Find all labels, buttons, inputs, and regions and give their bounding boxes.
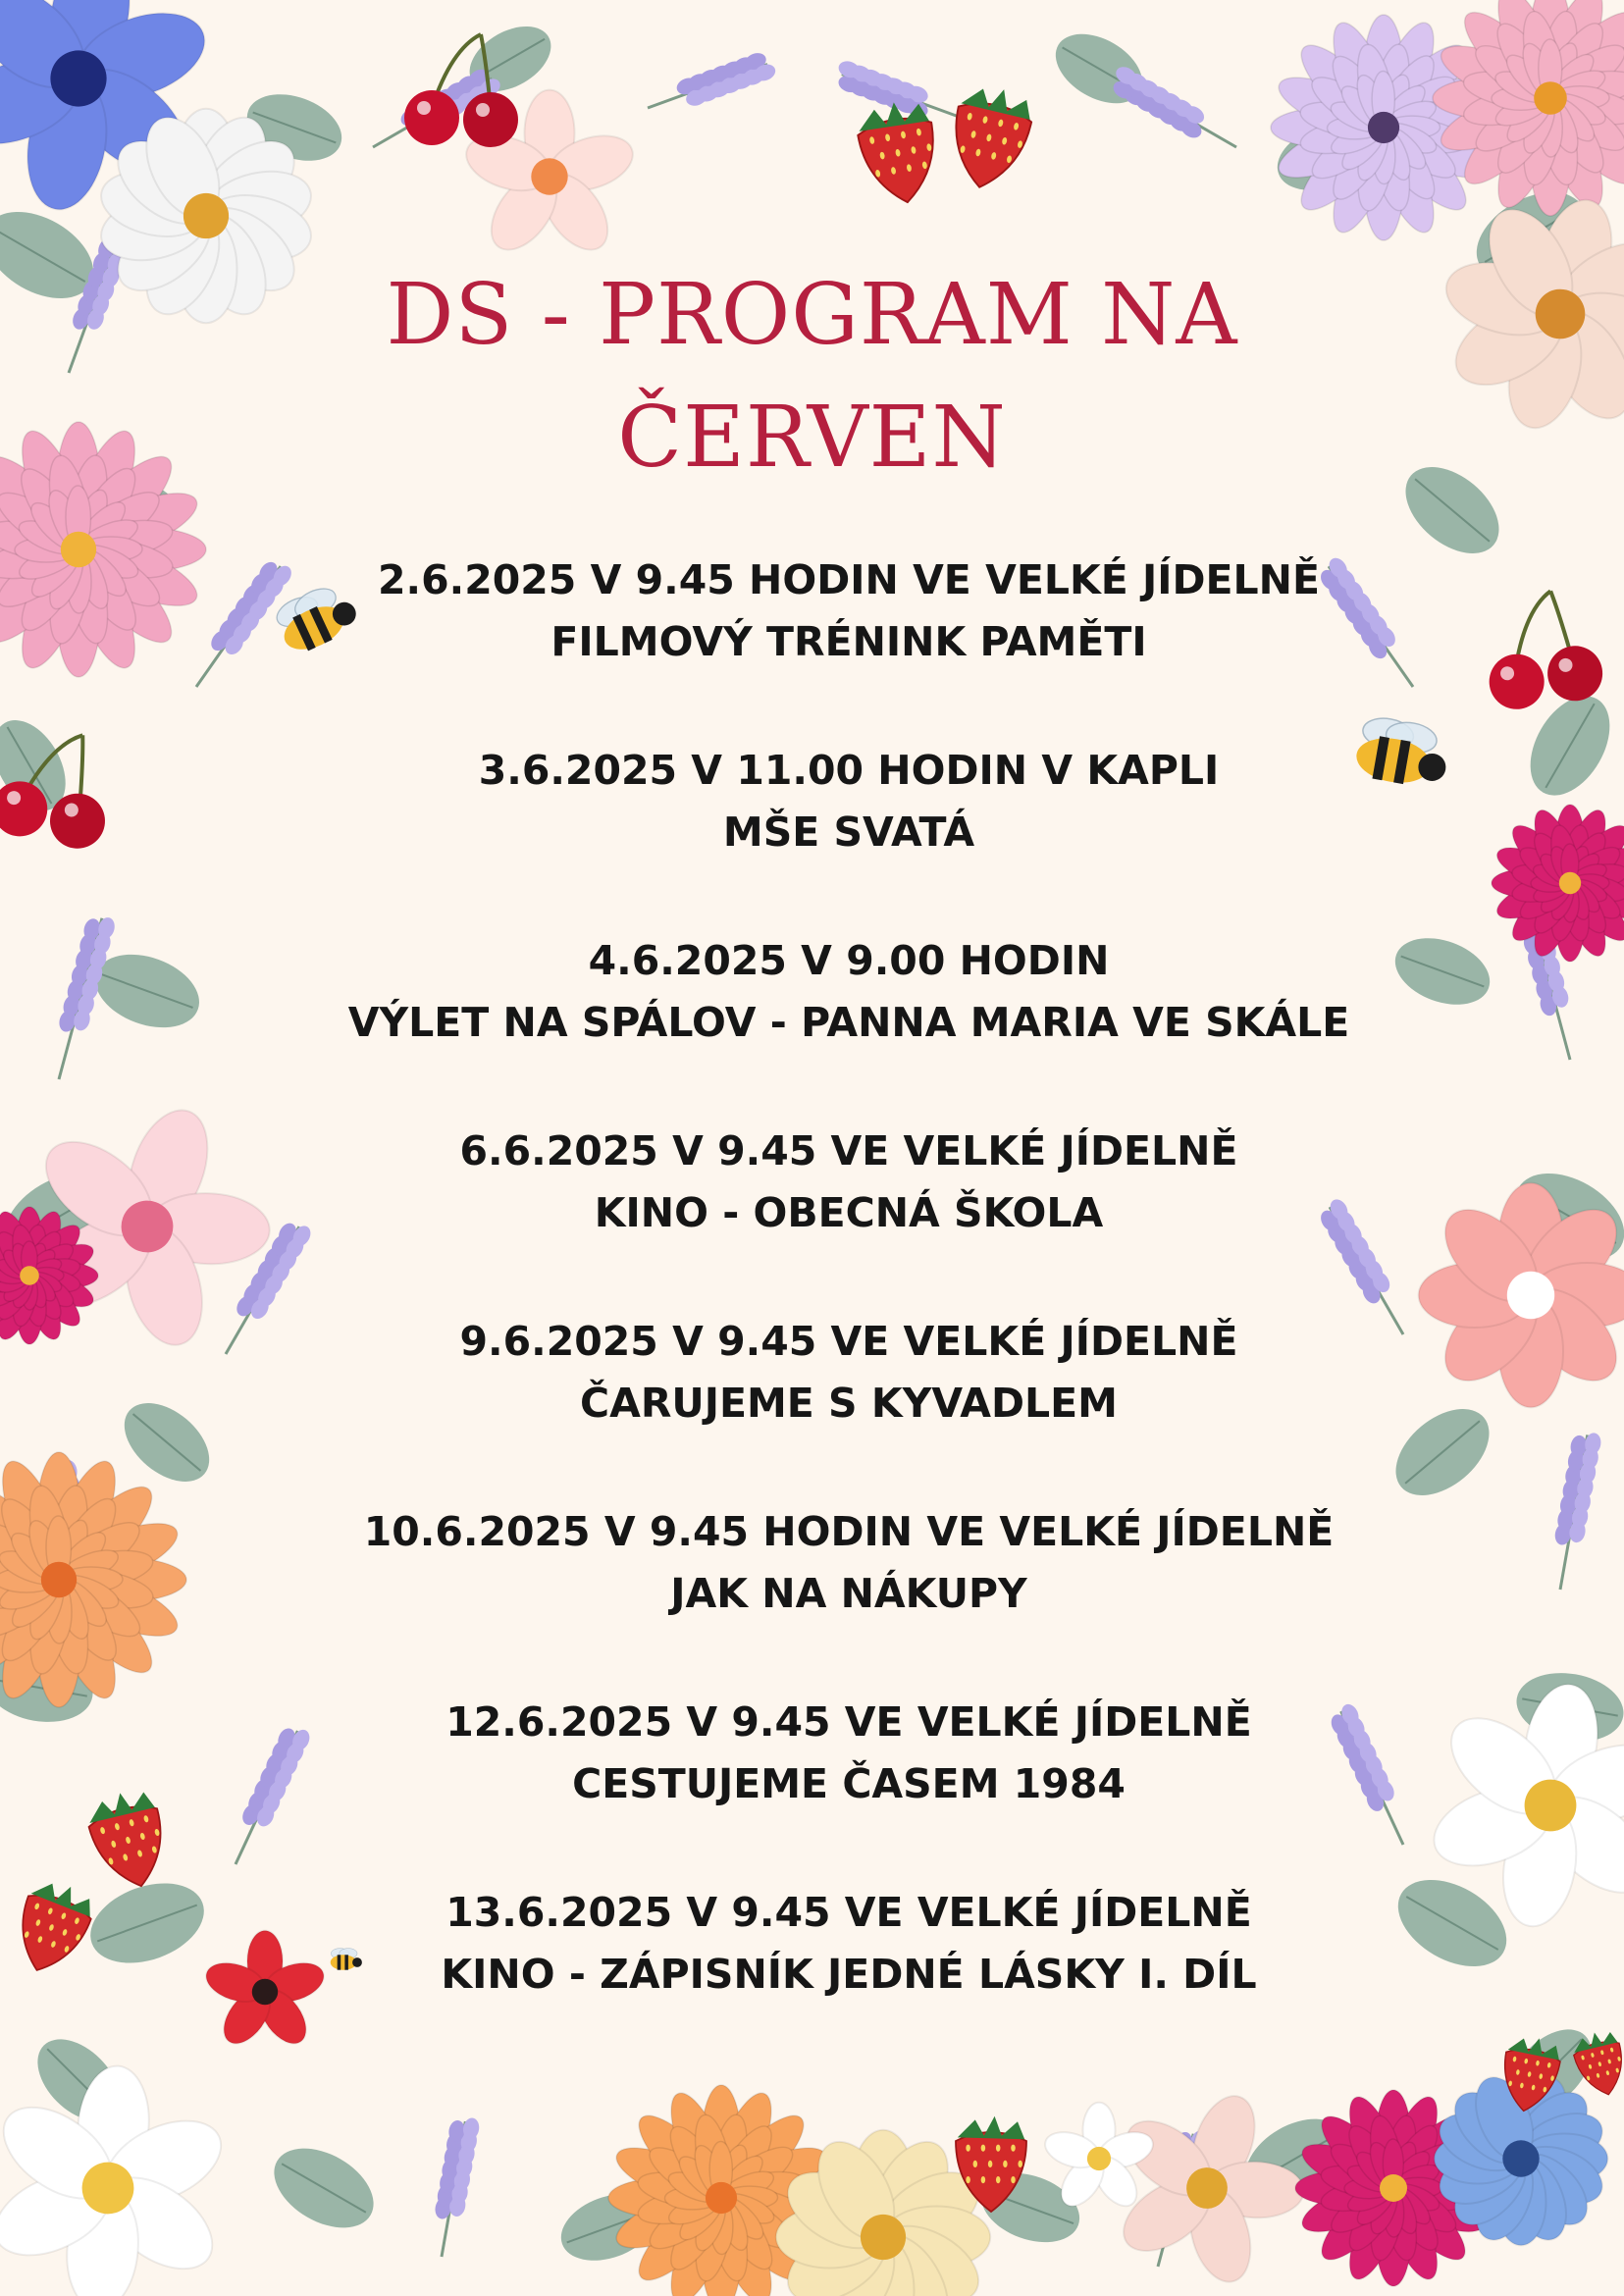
event-item [294, 549, 1403, 673]
event-item [294, 1121, 1403, 1244]
event-item [294, 930, 1403, 1054]
event-item [294, 1692, 1403, 1815]
event-item [294, 740, 1403, 863]
event-datetime: 4.6.2025 V 9.00 HODIN [588, 937, 1110, 984]
event-item [294, 1501, 1403, 1625]
event-datetime: 9.6.2025 V 9.45 VE VELKÉ JÍDELNĚ [459, 1318, 1238, 1365]
event-title: MŠE SVATÁ [722, 809, 975, 856]
event-item [294, 1882, 1403, 2006]
event-datetime: 13.6.2025 V 9.45 VE VELKÉ JÍDELNĚ [445, 1889, 1252, 1936]
event-title: KINO - OBECNÁ ŠKOLA [594, 1189, 1104, 1236]
page-title-line-1: DS - PROGRAM NA [386, 266, 1238, 364]
event-title: CESTUJEME ČASEM 1984 [572, 1760, 1126, 1807]
event-title: JAK NA NÁKUPY [670, 1570, 1027, 1617]
event-title: FILMOVÝ TRÉNINK PAMĚTI [550, 618, 1147, 665]
event-datetime: 12.6.2025 V 9.45 VE VELKÉ JÍDELNĚ [445, 1698, 1252, 1746]
event-datetime: 3.6.2025 V 11.00 HODIN V KAPLI [478, 747, 1220, 794]
page-title-line-2: ČERVEN [617, 389, 1007, 487]
event-datetime: 2.6.2025 V 9.45 HODIN VE VELKÉ JÍDELNĚ [378, 556, 1320, 603]
event-title: VÝLET NA SPÁLOV - PANNA MARIA VE SKÁLE [347, 999, 1350, 1046]
event-title: ČARUJEME S KYVADLEM [580, 1380, 1118, 1427]
event-datetime: 6.6.2025 V 9.45 VE VELKÉ JÍDELNĚ [459, 1127, 1238, 1174]
event-datetime: 10.6.2025 V 9.45 HODIN VE VELKÉ JÍDELNĚ [363, 1508, 1335, 1555]
event-title: KINO - ZÁPISNÍK JEDNÉ LÁSKY I. DÍL [441, 1951, 1257, 1998]
event-item [294, 1311, 1403, 1435]
